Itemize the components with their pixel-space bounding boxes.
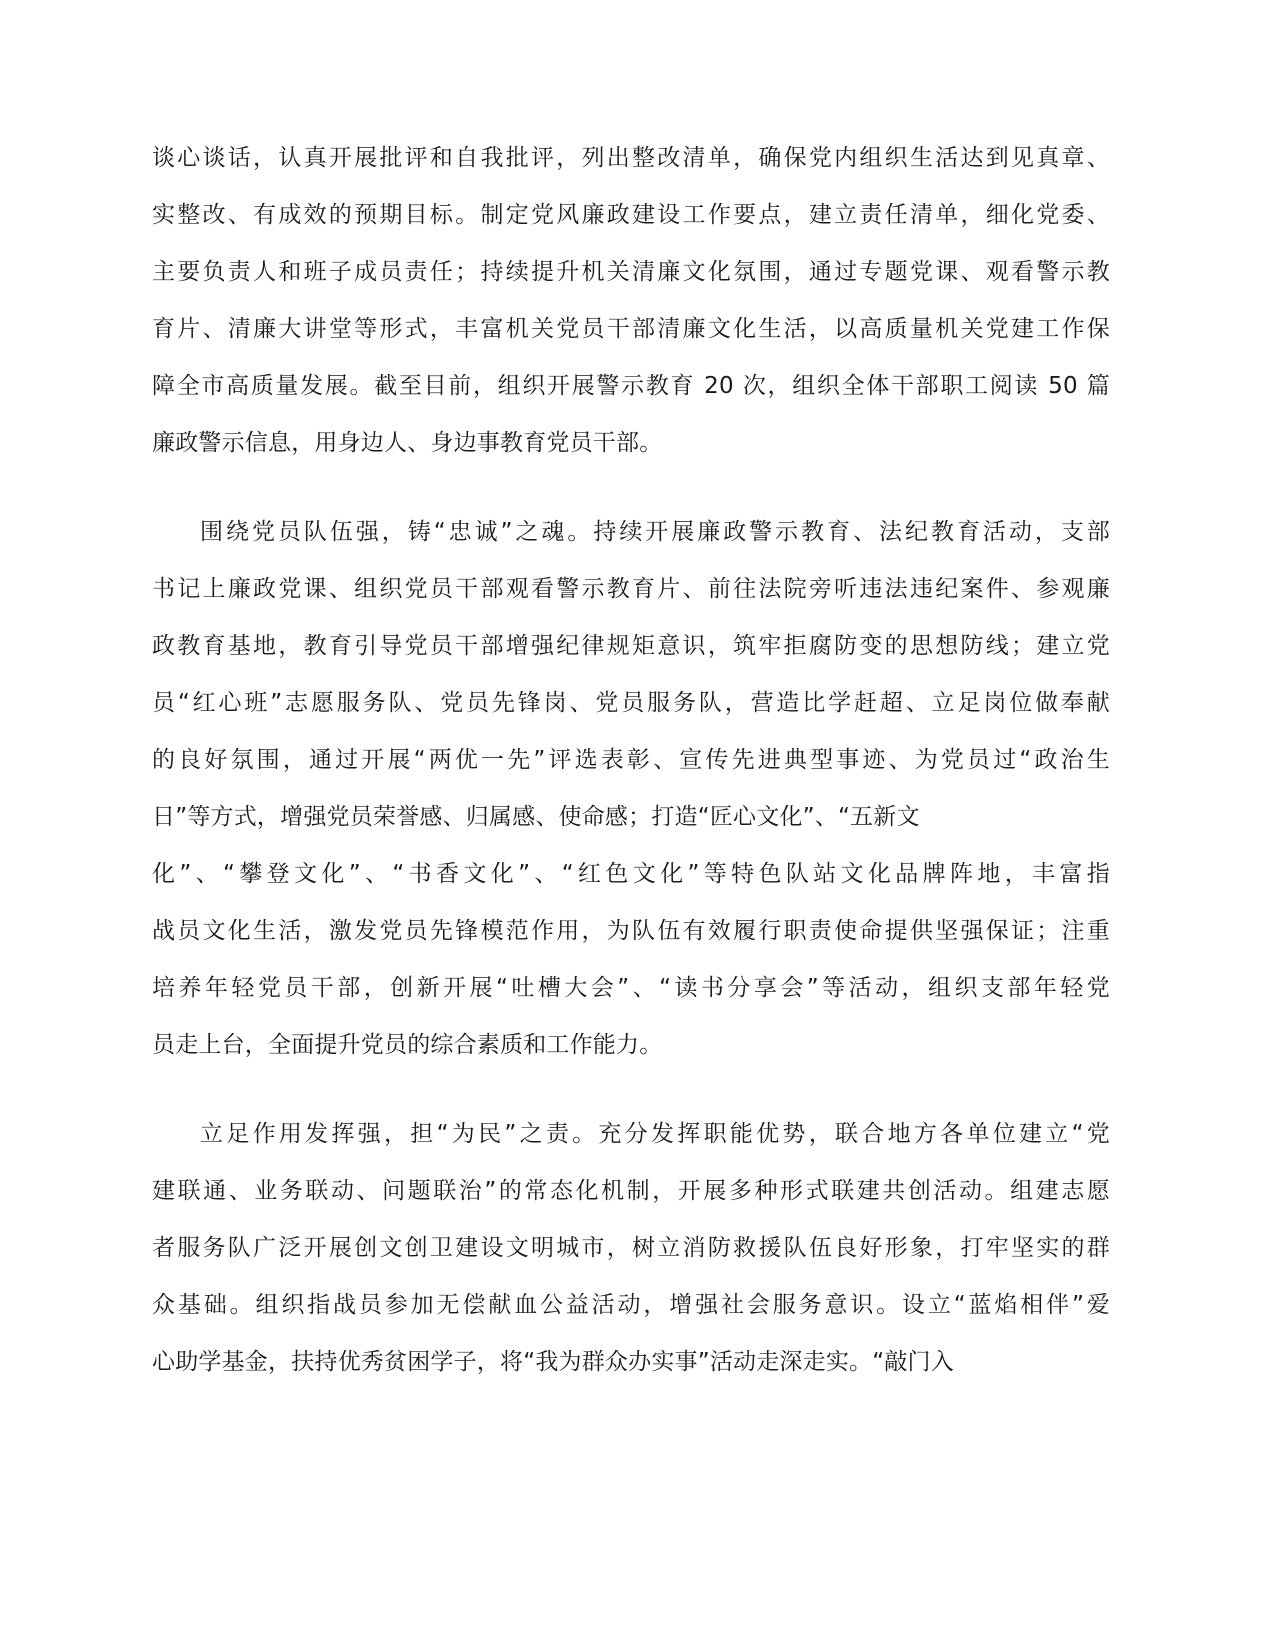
body-text xyxy=(152,130,1110,1391)
paragraph-spacing xyxy=(152,472,1110,504)
text-line: 培养年轻党员干部，创新开展“吐槽大会”、“读书分享会”等活动，组织支部年轻党 xyxy=(152,975,1110,1001)
paragraph-1 xyxy=(152,130,1110,472)
text-line: 心助学基金，扶持优秀贫困学子，将“我为群众办实事”活动走深走实。“敲门入 xyxy=(152,1349,954,1375)
text-line: 众基础。组织指战员参加无偿献血公益活动，增强社会服务意识。设立“蓝焰相伴”爱 xyxy=(152,1292,1110,1318)
text-line: 书记上廉政党课、组织党员干部观看警示教育片、前往法院旁听违法违纪案件、参观廉 xyxy=(152,576,1110,602)
text-line: 的良好氛围，通过开展“两优一先”评选表彰、宣传先进典型事迹、为党员过“政治生 xyxy=(152,747,1110,773)
text-line: 战员文化生活，激发党员先锋模范作用，为队伍有效履行职责使命提供坚强保证；注重 xyxy=(152,918,1110,944)
text-line: 围绕党员队伍强，铸“忠诚”之魂。持续开展廉政警示教育、法纪教育活动，支部 xyxy=(200,519,1110,545)
text-line: 育片、清廉大讲堂等形式，丰富机关党员干部清廉文化生活，以高质量机关党建工作保 xyxy=(152,316,1110,342)
paragraph-spacing xyxy=(152,1074,1110,1106)
text-line: 员走上台，全面提升党员的综合素质和工作能力。 xyxy=(152,1032,663,1058)
text-line: 员“红心班”志愿服务队、党员先锋岗、党员服务队，营造比学赶超、立足岗位做奉献 xyxy=(152,690,1110,716)
text-line: 主要负责人和班子成员责任；持续提升机关清廉文化氛围，通过专题党课、观看警示教 xyxy=(152,259,1110,285)
text-line: 建联通、业务联动、问题联治”的常态化机制，开展多种形式联建共创活动。组建志愿 xyxy=(152,1178,1110,1204)
text-line: 者服务队广泛开展创文创卫建设文明城市，树立消防救援队伍良好形象，打牢坚实的群 xyxy=(152,1235,1110,1261)
text-line: 立足作用发挥强，担“为民”之责。充分发挥职能优势，联合地方各单位建立“党 xyxy=(200,1121,1110,1147)
text-line: 政教育基地，教育引导党员干部增强纪律规矩意识，筑牢拒腐防变的思想防线；建立党 xyxy=(152,633,1110,659)
text-line: 障全市高质量发展。截至目前，组织开展警示教育 20 次，组织全体干部职工阅读 50 篇 xyxy=(152,373,1110,399)
text-line: 实整改、有成效的预期目标。制定党风廉政建设工作要点，建立责任清单，细化党委、 xyxy=(152,202,1110,228)
paragraph-3 xyxy=(152,1106,1110,1391)
text-line: 日”等方式，增强党员荣誉感、归属感、使命感；打造“匠心文化”、“五新文 xyxy=(152,804,920,830)
text-line: 廉政警示信息，用身边人、身边事教育党员干部。 xyxy=(152,430,663,456)
text-line: 谈心谈话，认真开展批评和自我批评，列出整改清单，确保党内组织生活达到见真章、 xyxy=(152,145,1110,171)
text-line: 化”、“攀登文化”、“书香文化”、“红色文化”等特色队站文化品牌阵地，丰富指 xyxy=(152,861,1110,887)
paragraph-2 xyxy=(152,504,1110,1074)
